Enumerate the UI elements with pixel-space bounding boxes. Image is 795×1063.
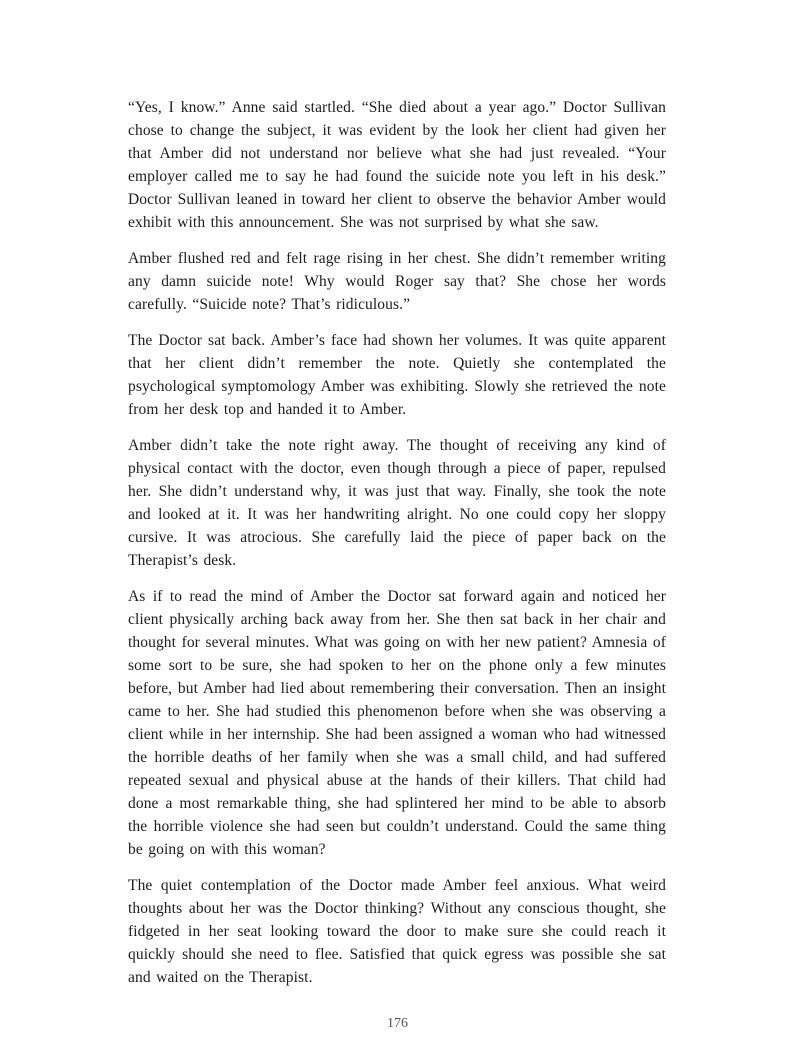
paragraph: The Doctor sat back. Amber’s face had shown her volumes. It was quite apparent that her client didn’t remember the note. Quietly she contemplated the psychological symptomology Amber was exhibiting. Slowly she retrieved the note from her desk top and handed it to Amber. bbox=[128, 332, 666, 418]
page-number: 176 bbox=[387, 1016, 408, 1031]
paragraph: “Yes, I know.” Anne said startled. “She died about a year ago.” Doctor Sullivan chose to change the subject, it was evident by the look her client had given her that Amber did not understand nor believe what she had just revealed. “Your employer called me to say he had found the suicide note you left in his desk.” Doctor Sullivan leaned in toward her client to observe the behavior Amber would exhibit with this announcement. She was not surprised by what she saw. bbox=[128, 99, 666, 231]
page-footer bbox=[0, 1014, 795, 1032]
paragraph: The quiet contemplation of the Doctor made Amber feel anxious. What weird thoughts about her was the Doctor thinking? Without any conscious thought, she fidgeted in her seat looking toward the door to make sure she could reach it quickly should she need to flee. Satisfied that quick egress was possible she sat and waited on the Therapist. bbox=[128, 877, 666, 986]
body-text-block bbox=[128, 96, 666, 1002]
paragraph: Amber flushed red and felt rage rising in her chest. She didn’t remember writing any damn suicide note! Why would Roger say that? She chose her words carefully. “Suicide note? That’s ridiculous.” bbox=[128, 250, 666, 313]
paragraph: Amber didn’t take the note right away. The thought of receiving any kind of physical contact with the doctor, even though through a piece of paper, repulsed her. She didn’t understand why, it was just that way. Finally, she took the note and looked at it. It was her handwriting alright. No one could copy her sloppy cursive. It was atrocious. She carefully laid the piece of paper back on the Therapist’s desk. bbox=[128, 437, 666, 569]
paragraph: As if to read the mind of Amber the Doctor sat forward again and noticed her client physically arching back away from her. She then sat back in her chair and thought for several minutes. What was going on with her new patient? Amnesia of some sort to be sure, she had spoken to her on the phone only a few minutes before, but Amber had lied about remembering their conversation. Then an insight came to her. She had studied this phenomenon before when she was observing a client while in her internship. She had been assigned a woman who had witnessed the horrible deaths of her family when she was a small child, and had suffered repeated sexual and physical abuse at the hands of their killers. That child had done a most remarkable thing, she had splintered her mind to be able to absorb the horrible violence she had seen but couldn’t understand. Could the same thing be going on with this woman? bbox=[128, 588, 666, 858]
